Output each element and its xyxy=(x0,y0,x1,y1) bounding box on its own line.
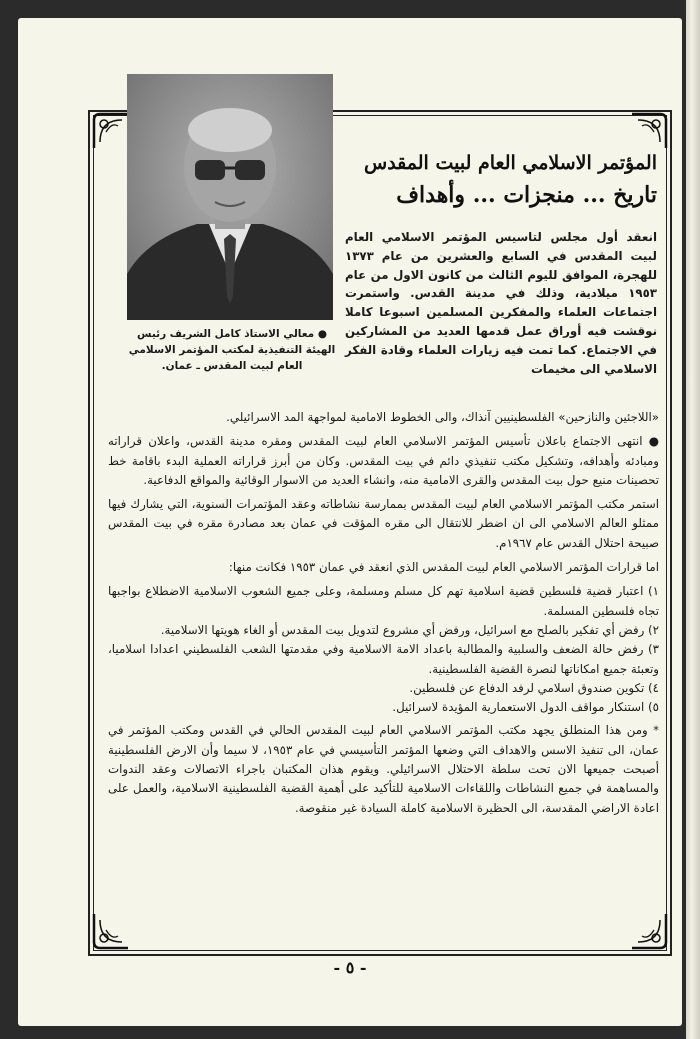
list-item: ٢) رفض أي تفكير بالصلح مع اسرائيل، ورفض أي مشروع لتدويل بيت المقدس أو الغاء هويتها الاسلامية. xyxy=(160,622,659,637)
list-item: ٣) رفض حالة الضعف والسلبية والمطالبة باعداد الامة الاسلامية وفي مقدمتها الشعب الفلسطيني اعدادا اسلاميا، وتعبئة جميع امكاناتها لنصرة القضية الفلسطينية. xyxy=(108,642,659,676)
article-headline xyxy=(345,148,657,212)
body-paragraph: ● انتهى الاجتماع باعلان تأسيس المؤتمر الاسلامي العام لبيت المقدس ومقره مدينة القدس، واعلان قراراته ومبادئه وأهدافه، وتشكيل مكتب تنفيذي دائم في بيت المقدس. وكان من أبرز قراراته العملية البدء باقامة خط تحصينات منيع حول بيت المقدس والقرى الامامية منه، وانشاء العديد من الاسوار الوقائية والمواقع الدفاعية. xyxy=(108,434,659,487)
body-paragraph: «اللاجئين والنازحين» الفلسطينيين آنذاك، والى الخطوط الامامية لمواجهة المد الاسرائيلي. xyxy=(226,410,659,424)
corner-ornament-icon xyxy=(630,912,668,950)
headline-subtitle: تاريخ ... منجزات ... وأهداف xyxy=(396,182,657,208)
closing-paragraph: * ومن هذا المنطلق يجهد مكتب المؤتمر الاسلامي العام لبيت المقدس الحالي في القدس ومكتب المؤتمر في عمان، الى تنفيذ الاسس والاهداف التي وضعها المؤتمر التأسيسي في عام ١٩٥٣، لا سيما وأن الارض الفلسطينية أصبحت جميعها الان تحت سلطة الاحتلال الاسرائيلي. ويقوم هذان المكتبان باجراء الاتصالات وعقد الندوات والمساهمة في جميع النشاطات واللقاءات الاسلامية للتأكيد على أهمية القضية الفلسطينية الاسلامية، والعمل على اعادة الاراضي المقدسة، الى الحظيرة الاسلامية كاملة السيادة غير منقوصة. xyxy=(108,723,659,815)
caption-line: العام لبيت المقدس ـ عمان. xyxy=(161,360,303,372)
body-paragraph: اما قرارات المؤتمر الاسلامي العام لبيت المقدس الذي انعقد في عمان ١٩٥٣ فكانت منها: xyxy=(228,560,659,575)
portrait-photo xyxy=(127,74,333,320)
photo-caption xyxy=(118,326,346,374)
intro-paragraph: انعقد أول مجلس لتاسيس المؤتمر الاسلامي العام لبيت المقدس في السابع والعشرين من عام ١٣٧٣ للهجرة، الموافق لليوم الثالث من كانون الاول من عام ١٩٥٣ ميلادية، وذلك في مدينة القدس. واستمرت اجتماعات العلماء والمفكرين المسلمين اسبوعا كاملا نوقشت فيه أوراق عمل قدمها العديد من المشاركين في الاجتماع. كما تمت فيه زيارات العلماء وقادة الفكر الاسلامي الى مخيمات xyxy=(345,230,657,376)
list-item: ٥) استنكار مواقف الدول الاستعمارية المؤيدة لاسرائيل. xyxy=(392,700,659,715)
caption-line: الهيئة التنفيذية لمكتب المؤتمر الاسلامي xyxy=(128,344,336,356)
body-paragraph: استمر مكتب المؤتمر الاسلامي العام لبيت المقدس بممارسة نشاطاته وعقد المؤتمرات السنوية، التي يشارك فيها ممثلو العالم الاسلامي الى ان اضطر للانتقال الى مقره المؤقت في عمان بعد مصادرة مقره في بيت المقدس صبيحة احتلال القدس عام ١٩٦٧م. xyxy=(108,497,659,550)
caption-line: ● معالي الاستاذ كامل الشريف رئيس xyxy=(137,328,327,340)
article-body xyxy=(108,408,659,823)
corner-ornament-icon xyxy=(92,112,130,150)
corner-ornament-icon xyxy=(92,912,130,950)
book-spine xyxy=(686,0,700,1039)
headline-title: المؤتمر الاسلامي العام لبيت المقدس xyxy=(364,152,657,174)
corner-ornament-icon xyxy=(630,112,668,150)
resolutions-list xyxy=(108,582,659,717)
list-item: ٤) تكوين صندوق اسلامي لرفد الدفاع عن فلسطين. xyxy=(409,680,659,695)
list-item: ١) اعتبار قضية فلسطين قضية اسلامية تهم كل مسلم ومسلمة، وعلى جميع الشعوب الاسلامية الاضطلاع بواجبها تجاه فلسطين المسلمة. xyxy=(108,584,659,618)
page-number: - ٥ - xyxy=(333,958,367,977)
